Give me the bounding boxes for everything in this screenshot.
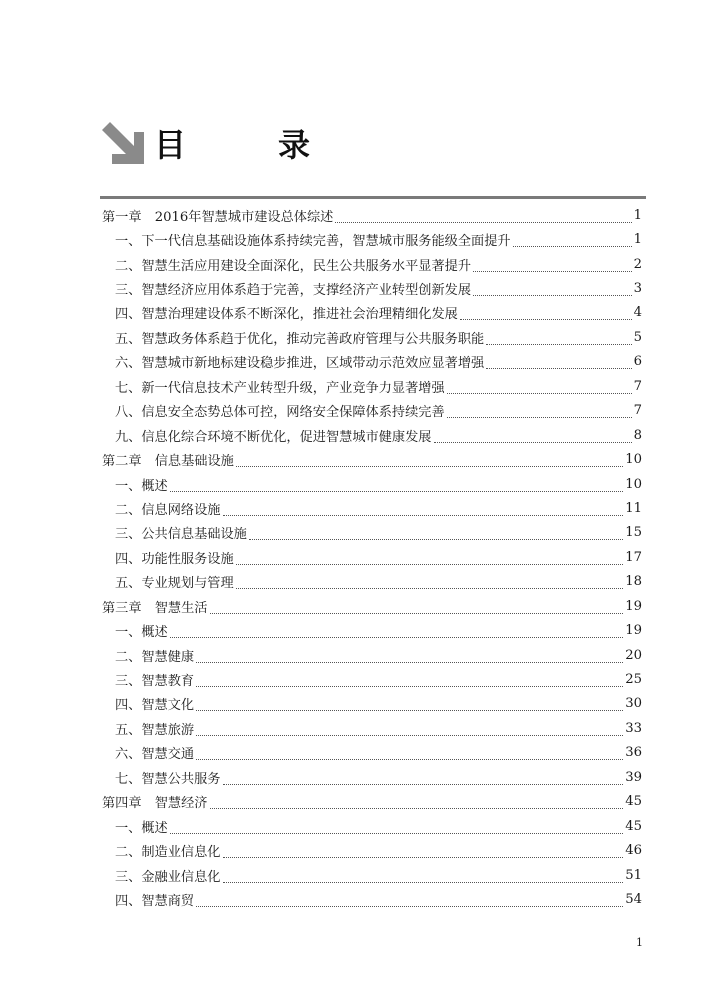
toc-chapter-entry[interactable]: [102, 790, 642, 814]
toc-section-entry[interactable]: [102, 667, 642, 691]
toc-entry-page: 15: [625, 525, 642, 541]
toc-entry-label: 二、信息网络设施: [115, 502, 221, 518]
page-title: 目 录: [154, 126, 341, 164]
arrow-down-right-icon: [100, 120, 146, 166]
toc-entry-page: 25: [625, 672, 642, 688]
toc-entry-page: 33: [625, 720, 642, 736]
toc-section-entry[interactable]: [102, 716, 642, 740]
toc-section-entry[interactable]: [102, 496, 642, 520]
toc-header: [100, 120, 340, 166]
toc-section-entry[interactable]: [102, 472, 642, 496]
toc-entry-label: 七、新一代信息技术产业转型升级，产业竞争力显著增强: [115, 380, 445, 396]
toc-section-entry[interactable]: [102, 325, 642, 349]
toc-entry-label: 四、智慧治理建设体系不断深化，推进社会治理精细化发展: [115, 307, 458, 323]
dot-leader: [447, 383, 632, 394]
toc-section-entry[interactable]: [102, 863, 642, 887]
toc-entry-label: 九、信息化综合环境不断优化，促进智慧城市健康发展: [115, 429, 432, 445]
dot-leader: [196, 896, 623, 907]
toc-entry-page: 11: [625, 500, 642, 516]
dot-leader: [196, 725, 623, 736]
dot-leader: [196, 676, 623, 687]
dot-leader: [196, 749, 623, 760]
toc-entry-page: 6: [633, 354, 642, 370]
dot-leader: [170, 481, 623, 492]
dot-leader: [196, 652, 623, 663]
dot-leader: [223, 774, 624, 785]
toc-entry-page: 51: [625, 867, 642, 883]
toc-section-entry[interactable]: [102, 618, 642, 642]
toc-entry-page: 18: [625, 574, 642, 590]
toc-section-entry[interactable]: [102, 374, 642, 398]
dot-leader: [223, 847, 624, 858]
toc-entry-label: 三、智慧经济应用体系趋于完善，支撑经济产业转型创新发展: [115, 283, 472, 299]
toc-entry-page: 46: [625, 843, 642, 859]
toc-entry-label: 七、智慧公共服务: [115, 771, 221, 787]
toc-section-entry[interactable]: [102, 521, 642, 545]
toc-entry-label: 八、信息安全态势总体可控，网络安全保障体系持续完善: [115, 405, 445, 421]
toc-entry-label: 第二章 信息基础设施: [102, 454, 234, 470]
toc-section-entry[interactable]: [102, 545, 642, 569]
toc-entry-label: 第一章 2016年智慧城市建设总体综述: [102, 209, 334, 225]
toc-entry-label: 三、公共信息基础设施: [115, 527, 247, 543]
title-divider: [100, 196, 646, 199]
toc-section-entry[interactable]: [102, 741, 642, 765]
toc-section-entry[interactable]: [102, 570, 642, 594]
dot-leader: [236, 578, 624, 589]
toc-entry-label: 一、下一代信息基础设施体系持续完善，智慧城市服务能级全面提升: [115, 234, 511, 250]
toc-entry-label: 五、智慧政务体系趋于优化，推动完善政府管理与公共服务职能: [115, 331, 485, 347]
toc-entry-label: 一、概述: [115, 478, 168, 494]
dot-leader: [170, 823, 623, 834]
toc-entry-page: 5: [633, 329, 642, 345]
dot-leader: [170, 627, 623, 638]
dot-leader: [210, 798, 624, 809]
toc-entry-page: 7: [633, 378, 642, 394]
dot-leader: [249, 529, 623, 540]
toc-entry-page: 45: [625, 818, 642, 834]
toc-entry-label: 二、智慧生活应用建设全面深化，民生公共服务水平显著提升: [115, 258, 472, 274]
toc-section-entry[interactable]: [102, 227, 642, 251]
toc-entry-label: 六、智慧城市新地标建设稳步推进，区域带动示范效应显著增强: [115, 356, 485, 372]
toc-entry-label: 四、功能性服务设施: [115, 551, 234, 567]
toc-section-entry[interactable]: [102, 423, 642, 447]
toc-entry-page: 19: [625, 623, 642, 639]
dot-leader: [486, 334, 631, 345]
toc-entry-label: 二、智慧健康: [115, 649, 195, 665]
dot-leader: [223, 872, 624, 883]
toc-entry-label: 一、概述: [115, 625, 168, 641]
toc-chapter-entry[interactable]: [102, 203, 642, 227]
dot-leader: [236, 554, 624, 565]
toc-entry-page: 1: [633, 232, 642, 248]
toc-entry-page: 10: [625, 452, 642, 468]
toc-entry-page: 39: [625, 769, 642, 785]
toc-entry-page: 17: [625, 549, 642, 565]
toc-section-entry[interactable]: [102, 838, 642, 862]
toc-section-entry[interactable]: [102, 399, 642, 423]
toc-entry-label: 四、智慧文化: [115, 698, 195, 714]
dot-leader: [460, 309, 632, 320]
dot-leader: [223, 505, 624, 516]
dot-leader: [335, 212, 631, 223]
toc-list: [102, 203, 642, 912]
toc-entry-label: 第三章 智慧生活: [102, 600, 208, 616]
toc-entry-label: 六、智慧交通: [115, 747, 195, 763]
toc-section-entry[interactable]: [102, 301, 642, 325]
dot-leader: [434, 432, 632, 443]
dot-leader: [486, 358, 631, 369]
toc-entry-page: 8: [633, 427, 642, 443]
dot-leader: [513, 236, 632, 247]
toc-section-entry[interactable]: [102, 765, 642, 789]
toc-entry-page: 2: [633, 256, 642, 272]
page-number: 1: [636, 936, 643, 949]
toc-entry-page: 45: [625, 794, 642, 810]
toc-section-entry[interactable]: [102, 276, 642, 300]
toc-entry-page: 54: [625, 891, 642, 907]
dot-leader: [447, 407, 632, 418]
toc-section-entry[interactable]: [102, 350, 642, 374]
toc-entry-page: 10: [625, 476, 642, 492]
dot-leader: [236, 456, 623, 467]
toc-section-entry[interactable]: [102, 887, 642, 911]
toc-section-entry[interactable]: [102, 692, 642, 716]
toc-entry-page: 4: [633, 305, 642, 321]
toc-entry-label: 二、制造业信息化: [115, 845, 221, 861]
toc-entry-label: 一、概述: [115, 820, 168, 836]
toc-section-entry[interactable]: [102, 643, 642, 667]
toc-entry-page: 7: [633, 403, 642, 419]
toc-section-entry[interactable]: [102, 814, 642, 838]
toc-entry-page: 19: [625, 598, 642, 614]
dot-leader: [473, 285, 632, 296]
dot-leader: [210, 603, 624, 614]
toc-entry-page: 1: [633, 207, 642, 223]
toc-entry-label: 四、智慧商贸: [115, 893, 195, 909]
toc-entry-page: 36: [625, 745, 642, 761]
dot-leader: [196, 700, 623, 711]
toc-entry-page: 20: [625, 647, 642, 663]
toc-entry-page: 3: [633, 281, 642, 297]
toc-entry-label: 五、智慧旅游: [115, 722, 195, 738]
toc-entry-page: 30: [625, 696, 642, 712]
toc-section-entry[interactable]: [102, 252, 642, 276]
dot-leader: [473, 261, 632, 272]
toc-entry-label: 第四章 智慧经济: [102, 796, 208, 812]
toc-chapter-entry[interactable]: [102, 594, 642, 618]
toc-chapter-entry[interactable]: [102, 447, 642, 471]
toc-entry-label: 三、智慧教育: [115, 674, 195, 690]
toc-entry-label: 三、金融业信息化: [115, 869, 221, 885]
toc-entry-label: 五、专业规划与管理: [115, 576, 234, 592]
